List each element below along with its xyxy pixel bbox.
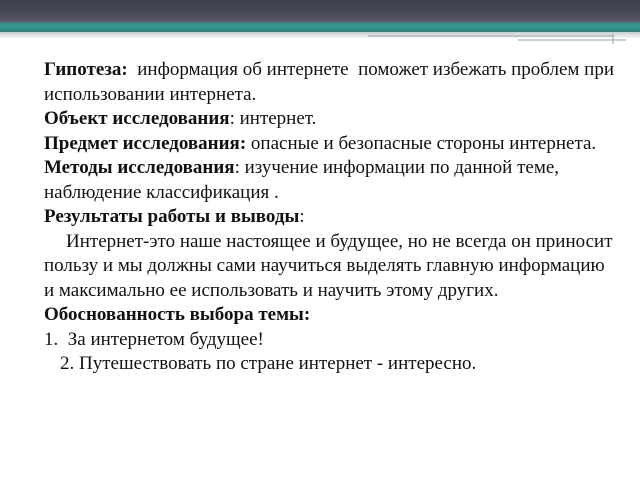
header-bar (0, 0, 640, 22)
methods-text: : изучение информации по данной теме, наблюдение классификация . (44, 157, 560, 203)
results-label: Результаты работы и выводы (44, 206, 300, 227)
justification-heading (44, 303, 614, 328)
accent-band (0, 22, 640, 32)
hypothesis-paragraph (44, 58, 619, 107)
results-heading (44, 205, 614, 230)
slide-content (44, 58, 619, 377)
methods-label: Методы исследования (44, 157, 235, 178)
results-colon: : (299, 206, 305, 227)
decorative-lines (368, 34, 628, 44)
object-paragraph (44, 107, 614, 132)
methods-paragraph (44, 156, 614, 205)
subject-text: опасные и безопасные стороны интернета. (246, 132, 597, 154)
justification-label: Обоснованность выбора темы: (44, 304, 311, 325)
hypothesis-text: информация об интернете поможет избежать проблем при использовании интернета. (44, 59, 619, 105)
object-label: Объект исследования (44, 108, 230, 129)
hypothesis-label: Гипотеза: (44, 59, 128, 80)
object-text: : интернет. (229, 108, 317, 129)
justification-item-2: 2. Путешествовать по стране интернет - интересно. (60, 353, 477, 374)
results-paragraph: Интернет-это наше настоящее и будущее, но не всегда он приносит пользу и мы должны сами научиться выделять главную информацию и максимально ее использовать и научить этому других. (44, 230, 613, 301)
justification-item-1: 1. За интернетом будущее! (44, 328, 264, 350)
subject-label: Предмет исследования: (44, 132, 247, 154)
subject-paragraph (44, 132, 614, 157)
